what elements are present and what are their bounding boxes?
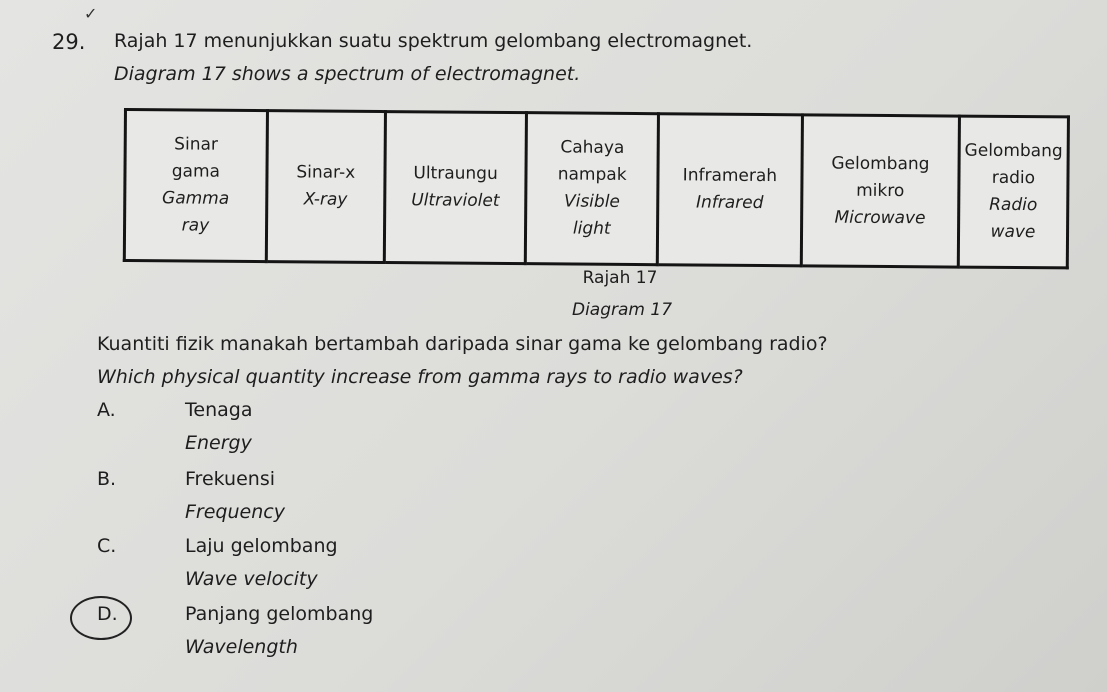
label-malay: gama	[171, 161, 221, 182]
option-d-letter: D.	[97, 603, 118, 625]
prompt-malay: Kuantiti fizik manakah bertambah daripada sinar gama ke gelombang radio?	[97, 333, 828, 355]
prompt-english: Which physical quantity increase from gamma rays to radio waves?	[97, 366, 743, 388]
label-english: Ultraviolet	[411, 190, 500, 211]
label-english: Infrared	[695, 192, 764, 214]
label-english: light	[572, 218, 611, 239]
label-malay: radio	[991, 167, 1036, 189]
label-malay: Gelombang	[831, 153, 930, 174]
label-malay: Sinar	[174, 134, 218, 155]
label-english: Gamma	[161, 188, 230, 209]
cell-gamma-ray	[124, 110, 267, 262]
label-malay: Ultraungu	[413, 163, 498, 184]
cell-x-ray	[266, 111, 385, 263]
label-malay: Inframerah	[682, 165, 778, 187]
option-b-letter: B.	[97, 468, 117, 490]
label-english: Radio wave	[989, 194, 1038, 243]
question-stem-english: Diagram 17 shows a spectrum of electromagnet.	[114, 63, 581, 85]
label-english: X-ray	[303, 189, 348, 210]
option-a-malay: Tenaga	[185, 399, 253, 421]
label-english: Microwave	[834, 207, 926, 228]
option-c-letter: C.	[97, 535, 117, 557]
diagram-caption-english: Diagram 17	[571, 300, 673, 320]
label-malay: Sinar-x	[296, 162, 356, 183]
spectrum-table	[123, 108, 1070, 269]
option-b-english: Frequency	[185, 501, 285, 523]
question-stem-malay: Rajah 17 menunjukkan suatu spektrum gelombang electromagnet.	[114, 30, 753, 52]
cell-ultraviolet	[384, 112, 527, 264]
question-number: 29.	[52, 30, 86, 54]
cell-radio-wave	[958, 116, 1068, 268]
option-b-malay: Frekuensi	[185, 468, 275, 490]
cell-visible-light	[526, 113, 659, 265]
label-english: ray	[181, 215, 210, 236]
label-malay: Cahaya	[560, 137, 625, 158]
option-c-malay: Laju gelombang	[185, 535, 338, 557]
option-a-english: Energy	[185, 432, 252, 454]
option-c-english: Wave velocity	[185, 568, 318, 590]
label-malay: mikro	[856, 180, 905, 201]
label-english: Visible	[563, 191, 620, 212]
cell-infrared	[657, 114, 802, 266]
cell-microwave	[801, 115, 959, 267]
option-a-letter: A.	[97, 399, 116, 421]
diagram-caption-malay: Rajah 17	[582, 268, 658, 288]
tick-mark: ✓	[84, 4, 98, 23]
option-d-malay: Panjang gelombang	[185, 603, 374, 625]
option-d-english: Wavelength	[185, 636, 298, 658]
label-malay: Gelombang	[964, 140, 1063, 162]
label-malay: nampak	[557, 164, 627, 185]
